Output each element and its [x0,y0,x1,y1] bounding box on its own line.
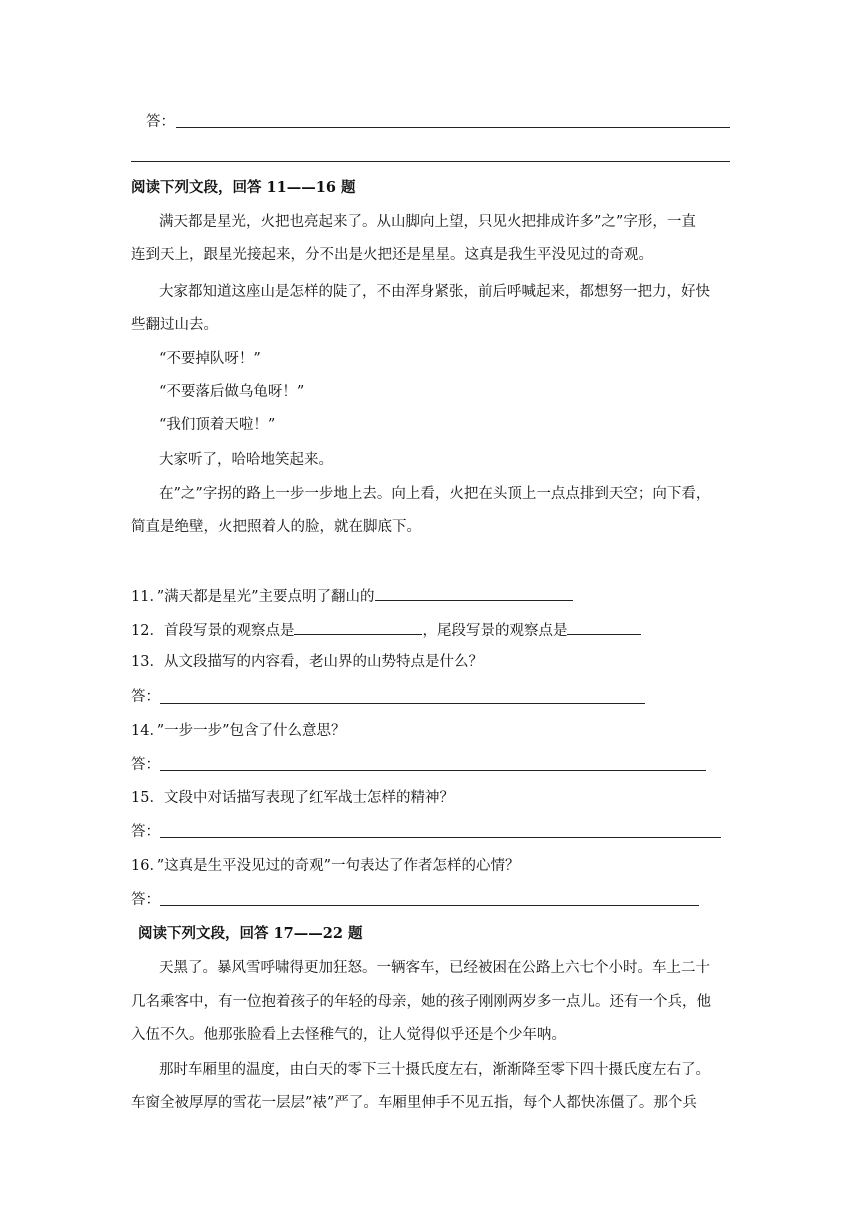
answer-blank-11[interactable] [375,585,573,601]
answer-blank-16[interactable] [160,905,699,906]
question-13: 13．从文段描写的内容看，老山界的山势特点是什么？ [131,654,483,670]
question-11-text: 11．”满天都是星光”主要点明了翻山的 [131,589,375,605]
passage2-paragraph: 天黑了。暴风雪呼啸得更加狂怒。一辆客车，已经被困在公路上六七个小时。车上二十 [159,960,710,976]
answer-blank-12a[interactable] [294,619,422,635]
passage2-paragraph: 那时车厢里的温度，由白天的零下三十摄氏度左右，渐渐降至零下四十摄氏度左右了。 [159,1062,710,1078]
question-12-text-b: ，尾段写景的观察点是 [422,623,568,639]
question-16: 16．”这真是生平没见过的奇观”一句表达了作者怎样的心情？ [131,858,520,874]
passage1-paragraph: 大家听了，哈哈地笑起来。 [159,452,333,468]
dialogue-line: “我们顶着天啦！” [159,417,276,433]
question-11 [131,585,573,607]
answer-blank-10[interactable] [176,127,730,128]
answer-blank-15[interactable] [160,837,721,838]
question-12 [131,619,641,641]
passage1-paragraph: 大家都知道这座山是怎样的陡了，不由浑身紧张，前后呼喊起来，都想努一把力，好快 [159,284,710,300]
question-12-text-a: 12．首段写景的观察点是 [131,623,295,639]
passage2-paragraph: 几名乘客中，有一位抱着孩子的年轻的母亲，她的孩子刚刚两岁多一点儿。还有一个兵，他 [131,994,711,1010]
question-14: 14．”一步一步”包含了什么意思？ [131,723,346,739]
passage1-paragraph: 简直是绝壁，火把照着人的脸，就在脚底下。 [131,519,421,535]
section-heading-17-22: 阅读下列文段，回答 17——22 题 [138,925,363,942]
passage1-paragraph: 满天都是星光，火把也亮起来了。从山脚向上望，只见火把排成许多”之”字形，一直 [159,214,696,230]
answer-blank-10-line2[interactable] [131,161,730,162]
answer-label-10: 答： [146,114,175,130]
answer-label-13: 答： [131,689,160,705]
answer-blank-14[interactable] [160,770,706,771]
passage1-paragraph: 在”之”字拐的路上一步一步地上去。向上看，火把在头顶上一点点排到天空；向下看， [159,486,711,502]
passage2-paragraph: 车窗全被厚厚的雪花一层层”裱”严了。车厢里伸手不见五指，每个人都快冻僵了。那个兵 [131,1095,697,1111]
passage2-paragraph: 入伍不久。他那张脸看上去怪稚气的，让人觉得似乎还是个少年呐。 [131,1027,566,1043]
answer-label-15: 答： [131,824,160,840]
answer-blank-12b[interactable] [567,619,641,635]
question-15: 15．文段中对话描写表现了红军战士怎样的精神？ [131,790,454,806]
answer-label-16: 答： [131,892,160,908]
answer-blank-13[interactable] [160,703,645,704]
answer-label-14: 答： [131,757,160,773]
section-heading-11-16: 阅读下列文段，回答 11——16 题 [131,179,356,196]
passage1-paragraph: 连到天上，跟星光接起来，分不出是火把还是星星。这真是我生平没见过的奇观。 [131,247,653,263]
dialogue-line: “不要落后做乌龟呀！” [159,384,305,400]
passage1-paragraph: 些翻过山去。 [131,317,218,333]
dialogue-line: “不要掉队呀！” [159,351,261,367]
